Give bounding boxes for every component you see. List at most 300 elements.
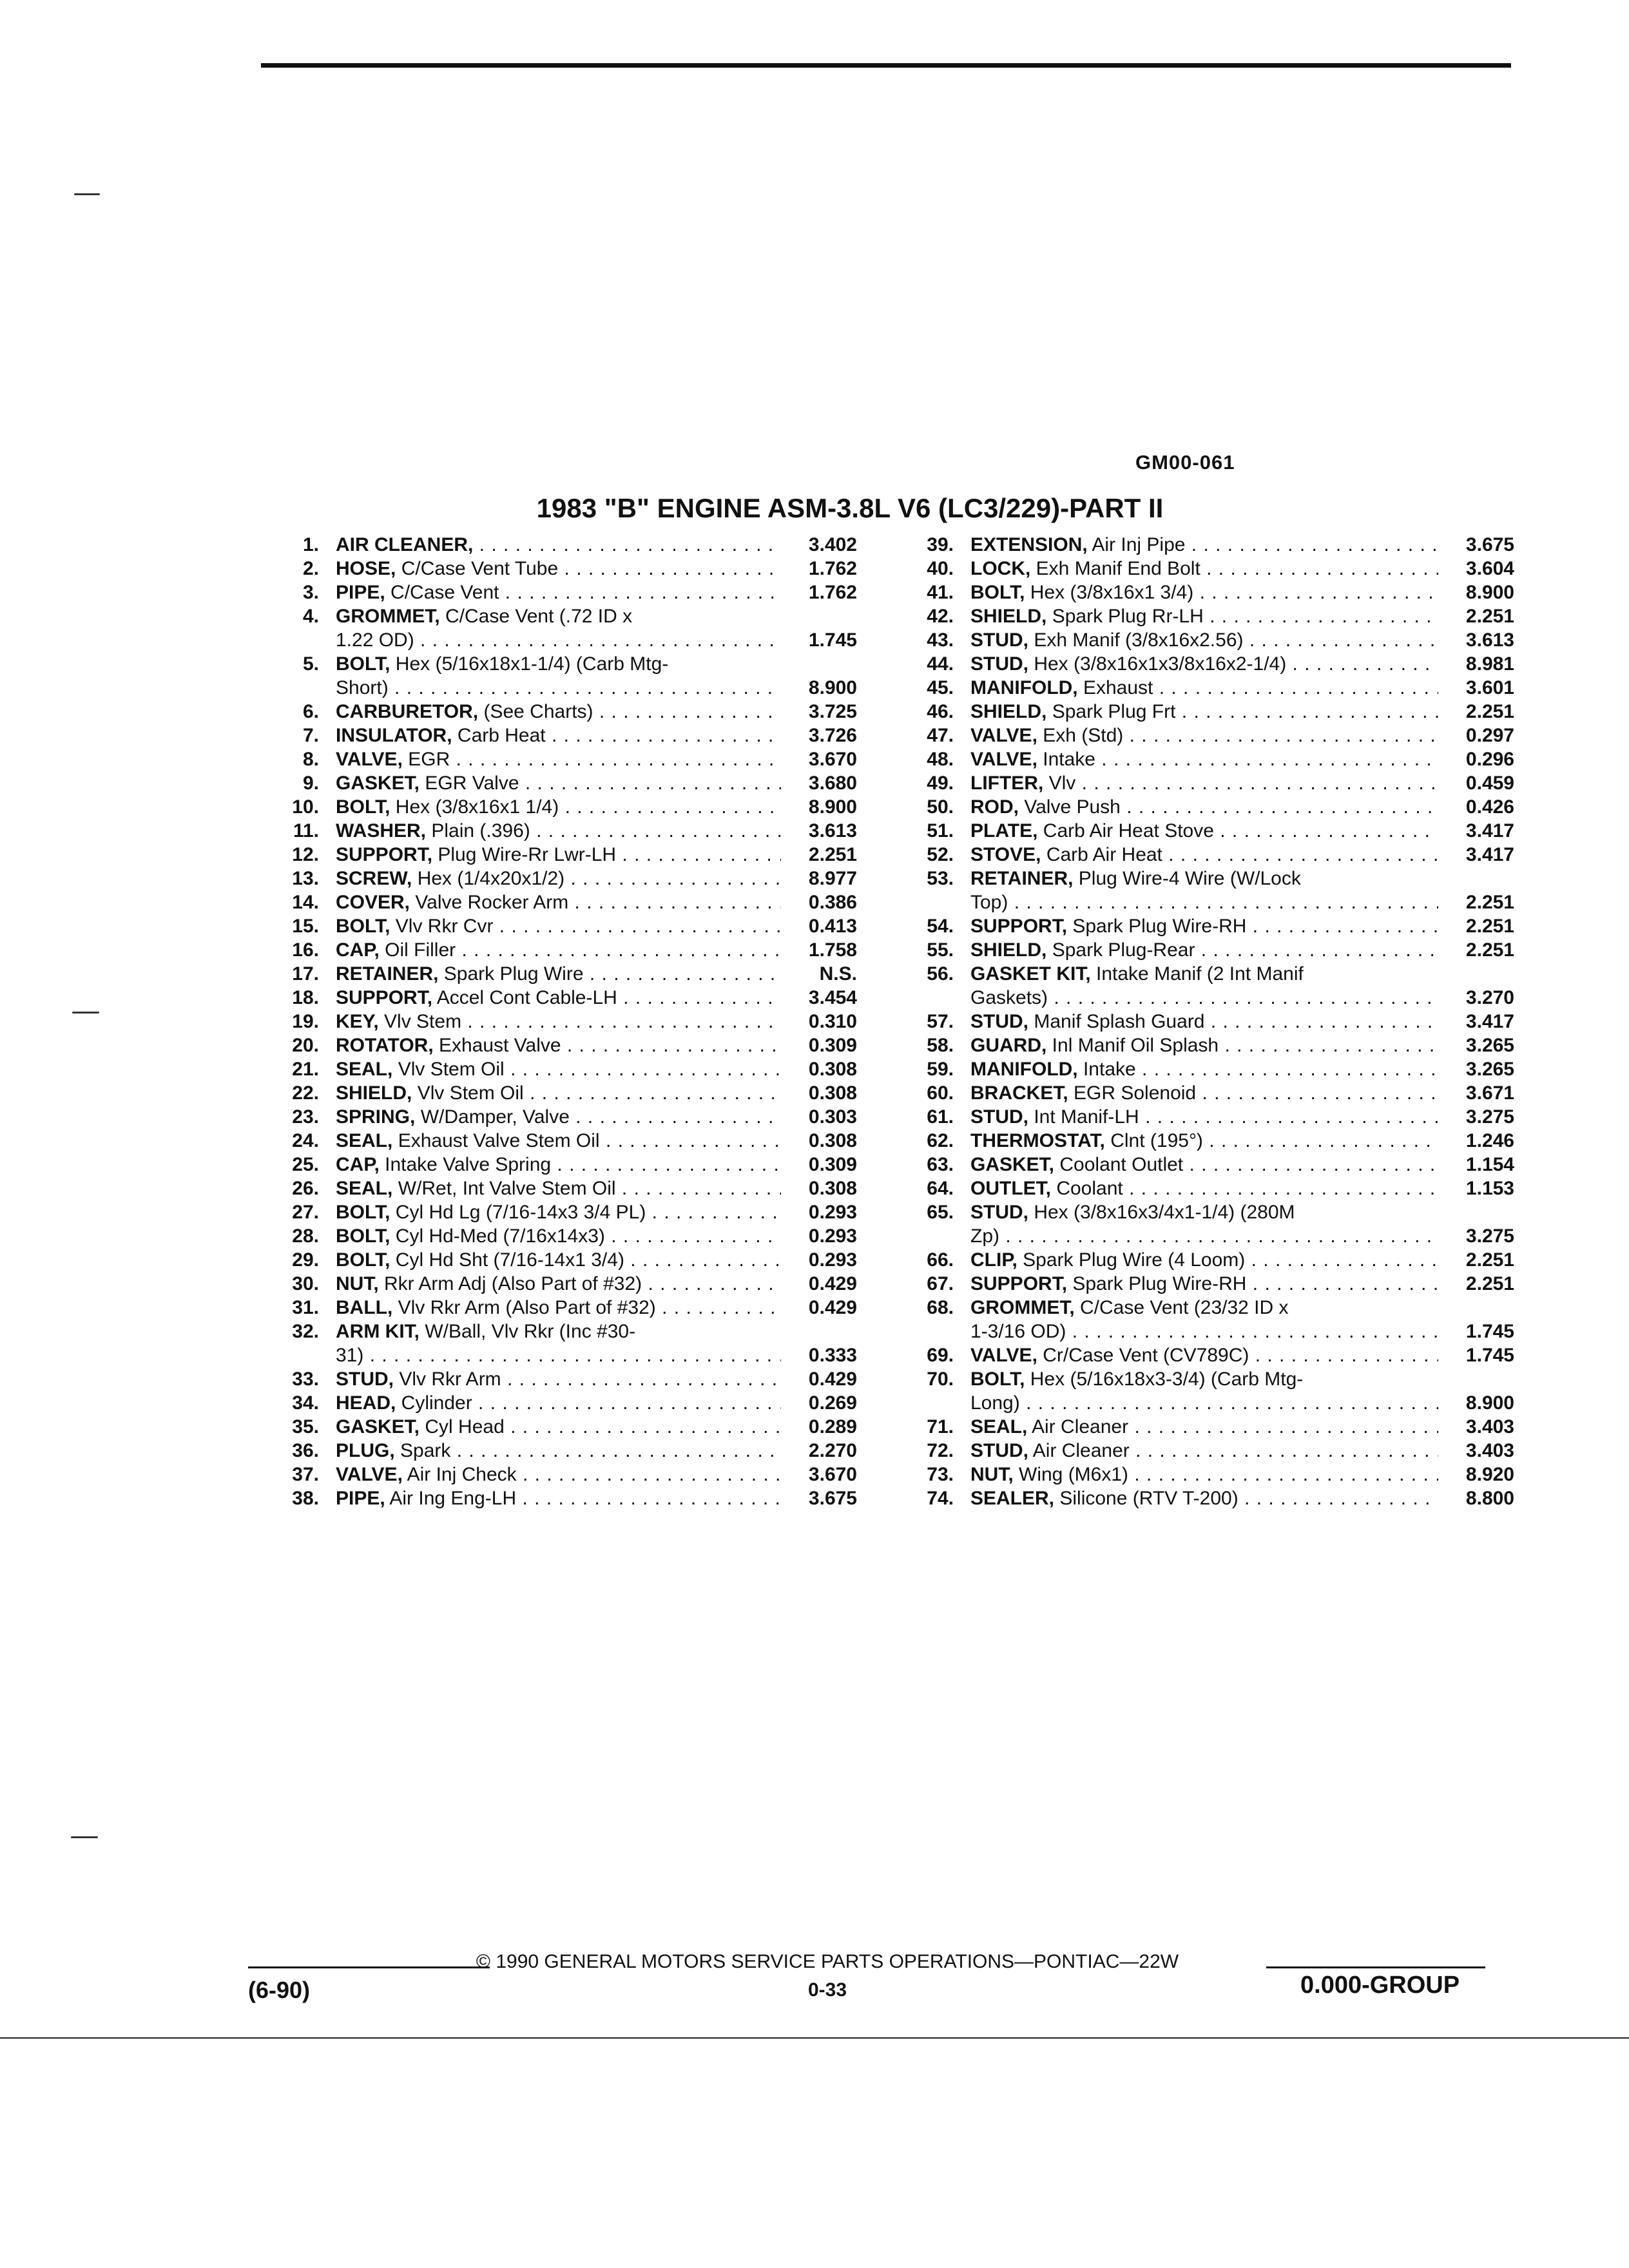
part-row bbox=[896, 771, 1514, 795]
item-number: 35. bbox=[292, 1416, 319, 1437]
description-line bbox=[970, 533, 1438, 557]
description-line bbox=[970, 962, 1438, 986]
part-name: INSULATOR, bbox=[336, 725, 452, 746]
description-line bbox=[336, 1129, 781, 1153]
part-group-number: 3.417 bbox=[1465, 844, 1514, 865]
part-row bbox=[261, 1415, 857, 1439]
part-detail: Intake bbox=[1077, 1059, 1136, 1080]
part-name: STUD, bbox=[970, 1440, 1028, 1461]
description-line bbox=[970, 1248, 1438, 1272]
item-number: 47. bbox=[927, 725, 954, 746]
part-detail: Intake Valve Spring bbox=[379, 1154, 552, 1175]
part-row bbox=[261, 724, 857, 747]
item-description bbox=[336, 581, 781, 604]
item-description bbox=[336, 1296, 781, 1320]
part-name: GROMMET, bbox=[970, 1297, 1075, 1318]
part-name: RETAINER, bbox=[336, 963, 439, 985]
item-description bbox=[336, 962, 781, 986]
part-detail: C/Case Vent Tube bbox=[396, 558, 559, 579]
part-row bbox=[261, 1081, 857, 1105]
item-number: 43. bbox=[927, 629, 954, 651]
item-number: 44. bbox=[927, 653, 954, 675]
part-detail: Spark Plug Wire-RH bbox=[1067, 1273, 1247, 1294]
part-name: SEAL, bbox=[336, 1178, 393, 1199]
part-group-number: 0.308 bbox=[808, 1059, 857, 1080]
description-line bbox=[336, 1224, 781, 1248]
item-number: 32. bbox=[292, 1321, 319, 1342]
item-description bbox=[336, 724, 781, 747]
item-description bbox=[970, 1272, 1438, 1296]
item-number: 55. bbox=[927, 939, 954, 961]
part-row bbox=[896, 1010, 1514, 1033]
part-detail: Spark Plug Wire (4 Loom) bbox=[1017, 1249, 1246, 1271]
item-description bbox=[970, 1439, 1438, 1463]
part-row bbox=[261, 1463, 857, 1486]
part-name: OUTLET, bbox=[970, 1178, 1051, 1199]
part-group-number: 0.309 bbox=[808, 1035, 857, 1056]
description-line bbox=[336, 604, 781, 628]
description-line bbox=[336, 1153, 781, 1177]
part-detail: Coolant bbox=[1051, 1178, 1123, 1199]
part-name: LOCK, bbox=[970, 558, 1031, 579]
item-description bbox=[970, 1010, 1438, 1033]
part-group-number: 8.900 bbox=[808, 677, 857, 698]
part-name: VALVE, bbox=[336, 1464, 403, 1485]
description-line bbox=[970, 1343, 1438, 1367]
item-description bbox=[336, 1177, 781, 1200]
description-line bbox=[970, 819, 1438, 843]
item-number: 14. bbox=[292, 892, 319, 913]
item-number: 63. bbox=[927, 1154, 954, 1175]
description-line bbox=[336, 795, 781, 819]
item-number: 38. bbox=[292, 1488, 319, 1509]
part-detail: Carb Air Heat Stove bbox=[1037, 820, 1214, 841]
page-number: 0-33 bbox=[807, 1979, 847, 2001]
item-number: 41. bbox=[927, 582, 954, 603]
description-line bbox=[970, 628, 1438, 652]
part-name: GROMMET, bbox=[336, 606, 440, 627]
group-label: 0.000-GROUP bbox=[1300, 1972, 1460, 1999]
part-detail: Vlv Stem Oil bbox=[392, 1059, 505, 1080]
item-description bbox=[336, 771, 781, 795]
item-description bbox=[336, 1224, 781, 1248]
part-row bbox=[261, 890, 857, 914]
description-line bbox=[970, 724, 1438, 747]
part-name: PLUG, bbox=[336, 1440, 395, 1461]
item-description bbox=[336, 747, 781, 771]
part-group-number: 3.265 bbox=[1465, 1059, 1514, 1080]
item-number: 28. bbox=[292, 1225, 319, 1247]
document-code: GM00-061 bbox=[1135, 451, 1235, 474]
item-description bbox=[336, 700, 781, 724]
part-group-number: 1.745 bbox=[808, 629, 857, 651]
part-group-number: 0.413 bbox=[808, 916, 857, 937]
part-name: SHIELD, bbox=[970, 939, 1047, 961]
part-group-number: 0.310 bbox=[808, 1011, 857, 1032]
part-detail: Inl Manif Oil Splash bbox=[1046, 1035, 1219, 1056]
item-number: 39. bbox=[927, 534, 954, 555]
description-line bbox=[970, 1081, 1438, 1105]
part-name: STUD, bbox=[970, 629, 1028, 651]
part-detail: Air Inj Pipe bbox=[1087, 534, 1186, 555]
item-description bbox=[970, 938, 1438, 962]
item-description bbox=[336, 1391, 781, 1415]
item-description bbox=[970, 581, 1438, 604]
part-name: BOLT, bbox=[970, 1369, 1025, 1390]
part-name: LIFTER, bbox=[970, 773, 1044, 794]
item-number: 59. bbox=[927, 1059, 954, 1080]
part-group-number: 1.745 bbox=[1465, 1321, 1514, 1342]
part-detail-cont: Gaskets) bbox=[970, 987, 1048, 1008]
item-number: 40. bbox=[927, 558, 954, 579]
part-group-number: 3.601 bbox=[1465, 677, 1514, 698]
part-detail: Carb Air Heat bbox=[1041, 844, 1162, 865]
part-group-number: 3.417 bbox=[1465, 820, 1514, 841]
item-description bbox=[336, 604, 781, 652]
item-number: 20. bbox=[292, 1035, 319, 1056]
item-description bbox=[336, 1200, 781, 1224]
part-name: ROD, bbox=[970, 796, 1019, 818]
part-name: STUD, bbox=[970, 653, 1028, 675]
item-number: 10. bbox=[292, 796, 319, 818]
part-detail: W/Damper, Valve bbox=[415, 1106, 570, 1128]
part-group-number: 0.296 bbox=[1465, 749, 1514, 770]
description-line bbox=[336, 1367, 781, 1391]
part-name: SEAL, bbox=[336, 1059, 393, 1080]
part-detail: Hex (3/8x16x1 1/4) bbox=[390, 796, 559, 818]
part-group-number: 3.675 bbox=[808, 1488, 857, 1509]
description-line bbox=[970, 1463, 1438, 1486]
part-detail: Oil Filler bbox=[379, 939, 456, 961]
part-group-number: 3.265 bbox=[1465, 1035, 1514, 1056]
part-name: SUPPORT, bbox=[336, 844, 433, 865]
item-description bbox=[336, 1272, 781, 1296]
item-description bbox=[336, 1129, 781, 1153]
item-description bbox=[970, 843, 1438, 867]
description-line bbox=[336, 1177, 781, 1200]
item-number: 25. bbox=[292, 1154, 319, 1175]
part-name: MANIFOLD, bbox=[970, 677, 1078, 698]
part-detail: Cylinder bbox=[396, 1392, 472, 1414]
part-row bbox=[896, 1129, 1514, 1153]
part-name: PIPE, bbox=[336, 1488, 385, 1509]
part-group-number: 2.251 bbox=[1465, 1249, 1514, 1271]
part-detail: Spark Plug Rr-LH bbox=[1046, 606, 1204, 627]
item-number: 5. bbox=[302, 653, 319, 675]
part-group-number: 8.977 bbox=[808, 868, 857, 889]
description-line bbox=[970, 1153, 1438, 1177]
part-detail: Hex (1/4x20x1/2) bbox=[412, 868, 565, 889]
part-name: BOLT, bbox=[336, 653, 390, 675]
part-row bbox=[261, 914, 857, 938]
item-number: 65. bbox=[927, 1202, 954, 1223]
part-name: VALVE, bbox=[970, 725, 1037, 746]
part-group-number: N.S. bbox=[819, 963, 857, 985]
part-detail: Vlv bbox=[1043, 773, 1076, 794]
description-line bbox=[970, 652, 1438, 676]
part-detail: Vlv Stem bbox=[378, 1011, 462, 1032]
item-description bbox=[970, 747, 1438, 771]
item-description bbox=[970, 771, 1438, 795]
part-group-number: 2.251 bbox=[1465, 939, 1514, 961]
part-row bbox=[261, 1486, 857, 1510]
description-line bbox=[970, 700, 1438, 724]
part-row bbox=[896, 1033, 1514, 1057]
part-name: BOLT, bbox=[336, 796, 390, 818]
part-detail: Hex (5/16x18x3-3/4) (Carb Mtg- bbox=[1025, 1369, 1304, 1390]
part-group-number: 0.308 bbox=[808, 1178, 857, 1199]
part-name: STUD, bbox=[970, 1202, 1028, 1223]
part-group-number: 3.670 bbox=[808, 749, 857, 770]
description-line bbox=[336, 843, 781, 867]
description-line bbox=[336, 890, 781, 914]
part-row bbox=[896, 1272, 1514, 1296]
part-detail: EGR Valve bbox=[419, 773, 519, 794]
part-group-number: 0.308 bbox=[808, 1130, 857, 1151]
part-name: STUD, bbox=[970, 1011, 1028, 1032]
part-group-number: 1.154 bbox=[1465, 1154, 1514, 1175]
item-number: 66. bbox=[927, 1249, 954, 1271]
part-group-number: 3.403 bbox=[1465, 1440, 1514, 1461]
part-detail-cont: Top) bbox=[970, 892, 1008, 913]
part-name: SUPPORT, bbox=[336, 987, 433, 1008]
part-name: RETAINER, bbox=[970, 868, 1074, 889]
part-detail: Plain (.396) bbox=[426, 820, 530, 841]
part-row bbox=[896, 533, 1514, 557]
part-detail: Manif Splash Guard bbox=[1028, 1011, 1205, 1032]
item-description bbox=[336, 819, 781, 843]
item-number: 71. bbox=[927, 1416, 954, 1437]
part-row bbox=[896, 819, 1514, 843]
top-rule bbox=[261, 63, 1511, 68]
part-detail: Exh Manif End Bolt bbox=[1030, 558, 1200, 579]
part-group-number: 1.153 bbox=[1465, 1178, 1514, 1199]
part-name: SHIELD, bbox=[970, 701, 1047, 722]
description-line bbox=[970, 1439, 1438, 1463]
part-name: BRACKET, bbox=[970, 1082, 1068, 1104]
item-number: 13. bbox=[292, 868, 319, 889]
part-group-number: 3.402 bbox=[808, 534, 857, 555]
item-number: 49. bbox=[927, 773, 954, 794]
parts-list-right bbox=[896, 533, 1514, 1510]
part-detail: Cyl Hd-Med (7/16x14x3) bbox=[390, 1225, 605, 1247]
part-row bbox=[261, 795, 857, 819]
item-number: 56. bbox=[927, 963, 954, 985]
part-detail: Cr/Case Vent (CV789C) bbox=[1037, 1345, 1249, 1366]
part-group-number: 8.800 bbox=[1465, 1488, 1514, 1509]
part-detail: Exh (Std) bbox=[1037, 725, 1124, 746]
part-row bbox=[896, 914, 1514, 938]
part-row bbox=[261, 1129, 857, 1153]
part-group-number: 8.900 bbox=[808, 796, 857, 818]
item-description bbox=[970, 1129, 1438, 1153]
item-number: 6. bbox=[302, 701, 319, 722]
part-row bbox=[896, 1248, 1514, 1272]
item-description bbox=[336, 1248, 781, 1272]
description-line bbox=[336, 1320, 781, 1343]
item-description bbox=[970, 1081, 1438, 1105]
item-number: 1. bbox=[302, 534, 319, 555]
scan-mark bbox=[71, 1836, 98, 1838]
item-number: 64. bbox=[927, 1178, 954, 1199]
part-row bbox=[261, 557, 857, 581]
part-group-number: 0.429 bbox=[808, 1369, 857, 1390]
part-name: SEALER, bbox=[970, 1488, 1055, 1509]
part-name: SPRING, bbox=[336, 1106, 416, 1128]
part-name: GASKET, bbox=[970, 1154, 1055, 1175]
description-line bbox=[336, 1010, 781, 1033]
item-number: 48. bbox=[927, 749, 954, 770]
part-group-number: 0.429 bbox=[808, 1273, 857, 1294]
part-name: STUD, bbox=[336, 1369, 394, 1390]
part-detail-cont: 1.22 OD) bbox=[336, 629, 414, 651]
part-detail: Exh Manif (3/8x16x2.56) bbox=[1028, 629, 1244, 651]
part-group-number: 3.403 bbox=[1465, 1416, 1514, 1437]
part-detail-cont: Long) bbox=[970, 1392, 1020, 1414]
item-description bbox=[336, 557, 781, 581]
item-number: 2. bbox=[302, 558, 319, 579]
part-group-number: 0.293 bbox=[808, 1225, 857, 1247]
description-line bbox=[970, 914, 1438, 938]
description-line bbox=[336, 914, 781, 938]
part-row bbox=[261, 652, 857, 700]
page-title: 1983 "B" ENGINE ASM-3.8L V6 (LC3/229)-PART II bbox=[536, 493, 1164, 523]
part-detail: (See Charts) bbox=[478, 701, 593, 722]
part-detail: W/Ret, Int Valve Stem Oil bbox=[392, 1178, 616, 1199]
item-number: 62. bbox=[927, 1130, 954, 1151]
item-number: 26. bbox=[292, 1178, 319, 1199]
part-row bbox=[896, 1343, 1514, 1367]
part-row bbox=[261, 938, 857, 962]
part-row bbox=[896, 1057, 1514, 1081]
item-description bbox=[970, 1486, 1438, 1510]
part-group-number: 2.251 bbox=[1465, 701, 1514, 722]
part-group-number: 3.454 bbox=[808, 987, 857, 1008]
part-name: SEAL, bbox=[336, 1130, 393, 1151]
item-description bbox=[336, 986, 781, 1010]
part-group-number: 2.251 bbox=[808, 844, 857, 865]
description-line bbox=[970, 604, 1438, 628]
item-description bbox=[970, 557, 1438, 581]
part-row bbox=[896, 700, 1514, 724]
part-row bbox=[261, 1272, 857, 1296]
part-row bbox=[261, 581, 857, 604]
part-group-number: 2.251 bbox=[1465, 916, 1514, 937]
description-line bbox=[970, 867, 1438, 890]
item-number: 15. bbox=[292, 916, 319, 937]
item-description bbox=[970, 1057, 1438, 1081]
part-group-number: 0.297 bbox=[1465, 725, 1514, 746]
part-name: STUD, bbox=[970, 1106, 1028, 1128]
description-line bbox=[336, 724, 781, 747]
part-row bbox=[261, 1105, 857, 1129]
part-detail: EGR Solenoid bbox=[1068, 1082, 1197, 1104]
description-line bbox=[336, 819, 781, 843]
description-line bbox=[336, 867, 781, 890]
item-number: 45. bbox=[927, 677, 954, 698]
part-row bbox=[896, 1486, 1514, 1510]
item-number: 50. bbox=[927, 796, 954, 818]
description-line bbox=[336, 1105, 781, 1129]
part-name: VALVE, bbox=[336, 749, 403, 770]
part-group-number: 3.613 bbox=[1465, 629, 1514, 651]
item-description bbox=[336, 1105, 781, 1129]
description-line bbox=[970, 1010, 1438, 1033]
item-number: 57. bbox=[927, 1011, 954, 1032]
part-row bbox=[261, 1177, 857, 1200]
part-name: BOLT, bbox=[336, 1225, 390, 1247]
part-name: SUPPORT, bbox=[970, 1273, 1068, 1294]
part-name: GASKET, bbox=[336, 1416, 420, 1437]
item-description bbox=[336, 890, 781, 914]
item-description bbox=[970, 962, 1438, 1010]
description-line bbox=[336, 1033, 781, 1057]
part-row bbox=[896, 747, 1514, 771]
part-detail-cont: 1-3/16 OD) bbox=[970, 1321, 1066, 1342]
item-description bbox=[970, 604, 1438, 628]
item-description bbox=[970, 628, 1438, 652]
description-continuation bbox=[336, 676, 781, 700]
part-name: HOSE, bbox=[336, 558, 396, 579]
item-number: 12. bbox=[292, 844, 319, 865]
description-line bbox=[970, 1272, 1438, 1296]
item-description bbox=[336, 795, 781, 819]
item-number: 67. bbox=[927, 1273, 954, 1294]
part-group-number: 2.270 bbox=[808, 1440, 857, 1461]
description-line bbox=[970, 1296, 1438, 1320]
part-name: SHIELD, bbox=[970, 606, 1047, 627]
item-number: 46. bbox=[927, 701, 954, 722]
item-description bbox=[336, 867, 781, 890]
description-line bbox=[336, 1272, 781, 1296]
part-row bbox=[261, 1200, 857, 1224]
part-group-number: 0.386 bbox=[808, 892, 857, 913]
part-detail: Wing (M6x1) bbox=[1013, 1464, 1129, 1485]
item-description bbox=[336, 1033, 781, 1057]
description-continuation bbox=[970, 1224, 1438, 1248]
part-row bbox=[896, 1081, 1514, 1105]
part-row bbox=[896, 628, 1514, 652]
part-detail: Carb Heat bbox=[452, 725, 546, 746]
description-line bbox=[336, 1486, 781, 1510]
description-line bbox=[970, 581, 1438, 604]
part-detail-cont: Zp) bbox=[970, 1225, 999, 1247]
part-detail: Vlv Rkr Cvr bbox=[390, 916, 494, 937]
item-number: 33. bbox=[292, 1369, 319, 1390]
part-detail: Vlv Rkr Arm bbox=[394, 1369, 501, 1390]
item-description bbox=[336, 1320, 781, 1367]
part-name: PIPE, bbox=[336, 582, 385, 603]
part-name: BOLT, bbox=[336, 916, 390, 937]
part-detail: Spark bbox=[394, 1440, 451, 1461]
item-number: 4. bbox=[302, 606, 319, 627]
part-name: AIR CLEANER, bbox=[336, 534, 474, 555]
part-group-number: 3.675 bbox=[1465, 534, 1514, 555]
part-row bbox=[261, 1010, 857, 1033]
part-row bbox=[896, 1177, 1514, 1200]
part-group-number: 3.670 bbox=[808, 1464, 857, 1485]
part-group-number: 0.293 bbox=[808, 1202, 857, 1223]
item-description bbox=[336, 1010, 781, 1033]
item-description bbox=[336, 533, 781, 557]
part-name: THERMOSTAT, bbox=[970, 1130, 1105, 1151]
part-detail: Air Ing Eng-LH bbox=[385, 1488, 517, 1509]
item-description bbox=[970, 652, 1438, 676]
part-row bbox=[261, 1033, 857, 1057]
part-detail: Silicone (RTV T-200) bbox=[1054, 1488, 1239, 1509]
item-description bbox=[970, 1296, 1438, 1343]
part-detail-cont: Short) bbox=[336, 677, 389, 698]
